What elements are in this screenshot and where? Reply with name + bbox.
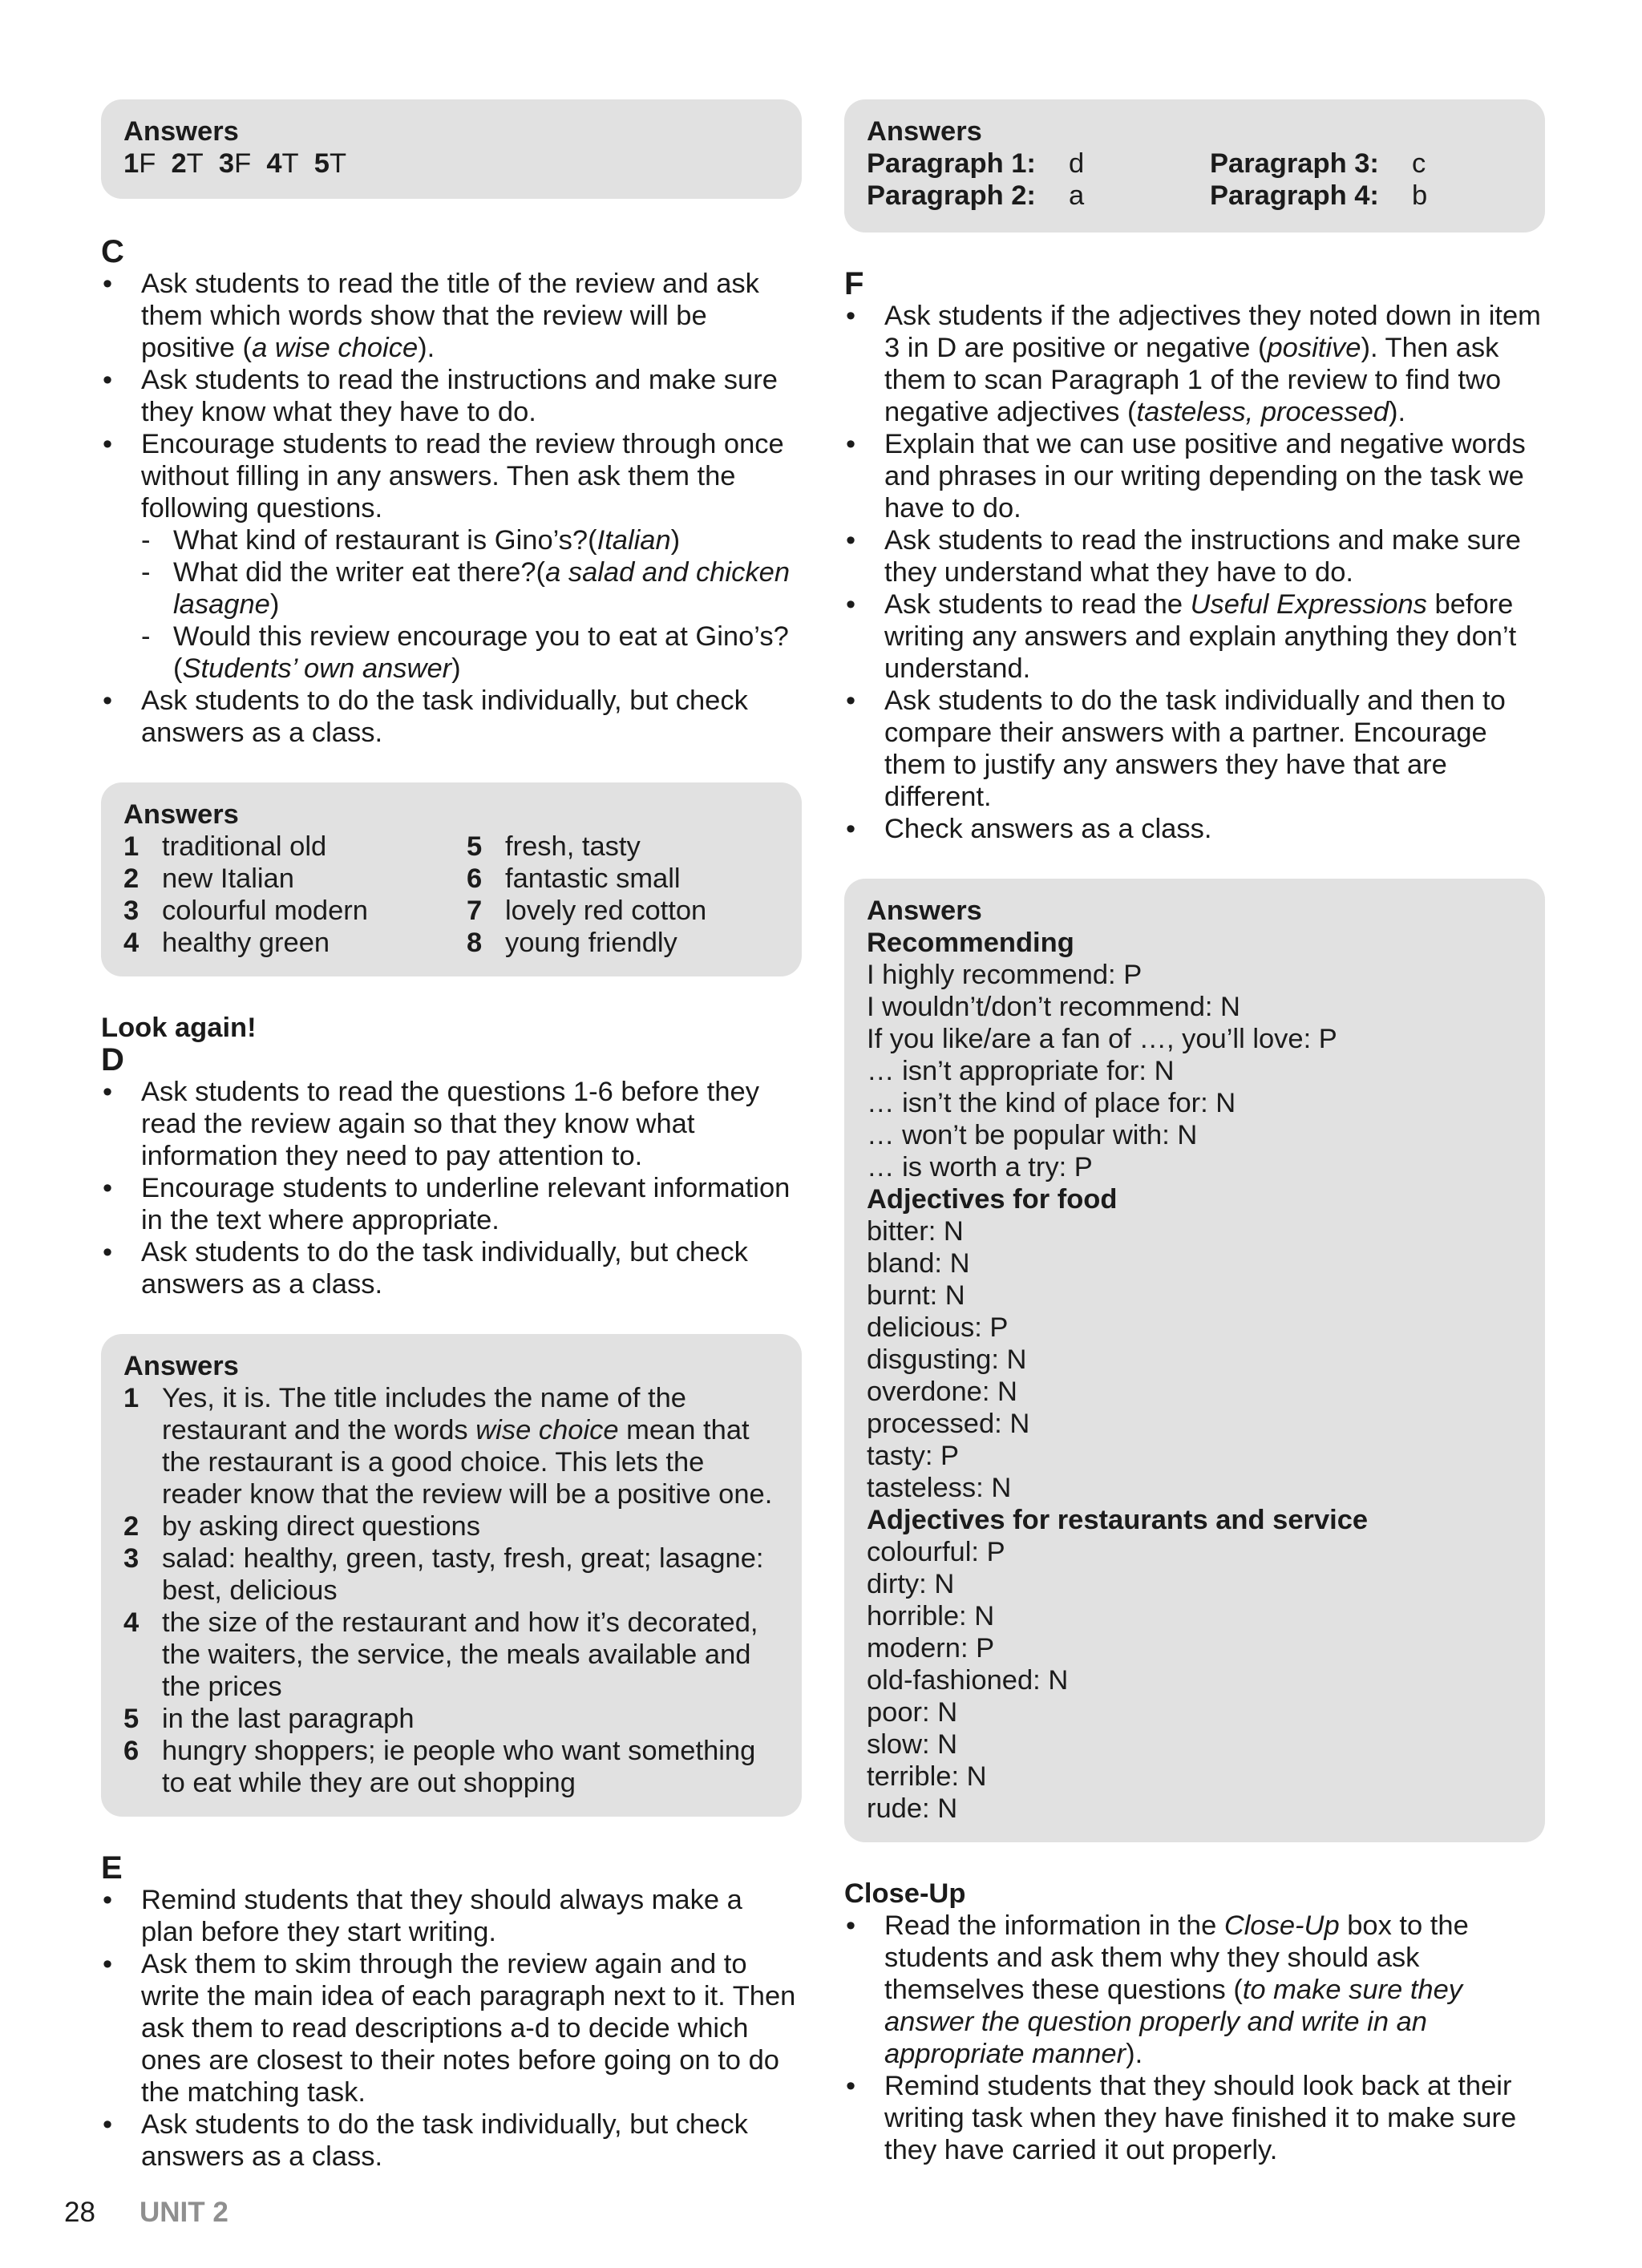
expression-item: old-fashioned: N [867, 1665, 1069, 1696]
text: Read the information in the [884, 1910, 1224, 1941]
answer-number: 6 [123, 1736, 140, 1766]
restaurant-adjectives-list [867, 1536, 1523, 1825]
italic-text: a salad and chicken lasagne [173, 557, 791, 620]
answers-row [123, 831, 779, 863]
answer-text: by asking direct questions [162, 1511, 480, 1542]
answers-box-e [844, 99, 1545, 232]
paragraph-answer: b [1412, 180, 1428, 211]
answer-pair [1210, 148, 1553, 180]
paragraph-label: Paragraph 2: [867, 180, 1036, 211]
paragraph-answer: c [1412, 148, 1426, 179]
italic-text: Useful Expressions [1190, 589, 1427, 620]
dash-item: - What did the writer eat there?(a salad and chicken lasagne) [141, 557, 791, 620]
bullet-list [101, 1076, 802, 1300]
italic-text: a wise choice [252, 333, 419, 363]
answers-row [123, 863, 779, 895]
bullet-item [844, 300, 1545, 428]
dash-list [101, 524, 802, 685]
recommending-list [867, 959, 1523, 1183]
text: Ask students if the adjectives they noted down in item 3 in D are positive or negative ( [884, 301, 1541, 363]
expression-item: modern: P [867, 1633, 995, 1664]
text: ). [418, 333, 435, 363]
bullet-list [101, 268, 802, 749]
text: ). [1126, 2039, 1143, 2069]
paragraph-label: Paragraph 1: [867, 148, 1036, 179]
expression-item: I highly recommend: P [867, 960, 1143, 990]
bullet-item: • Remind students that they should look back at their writing task when they have finished it to make sure they have carried it out properly. [844, 2070, 1545, 2166]
section-letter: E [101, 1850, 123, 1886]
expression-item: horrible: N [867, 1601, 995, 1631]
bullet-item: • Ask students to read the instructions and make sure they understand what they have to do. [844, 524, 1545, 588]
bullet-item: • Check answers as a class. [844, 813, 1545, 845]
answer-pair [867, 180, 1210, 212]
section-letter: F [844, 266, 864, 301]
text: ). [1389, 397, 1406, 427]
answers-box-f [844, 879, 1545, 1842]
answer-number: 1 [123, 831, 140, 862]
answer-number: 1 [123, 1383, 140, 1413]
answer-value: T [281, 148, 299, 179]
answer-pair [867, 148, 1210, 180]
answer-item [123, 1607, 779, 1703]
italic-text: positive [1267, 333, 1361, 363]
answer-item [123, 1542, 779, 1607]
answer-text: in the last paragraph [162, 1704, 415, 1734]
answers-row [123, 927, 779, 959]
text: ) [451, 653, 461, 684]
italic-text: to make sure they answer the question properly and write in an appropriate manner [884, 1975, 1463, 2069]
expression-item: tasty: P [867, 1441, 960, 1471]
paragraph-answer: d [1069, 148, 1085, 179]
answer-number: 4 [123, 1607, 140, 1638]
answer-text: hungry shoppers; ie people who want something to eat while they are out shopping [162, 1736, 756, 1798]
paragraph-answer: a [1069, 180, 1085, 211]
expression-item: … isn’t the kind of place for: N [867, 1088, 1236, 1118]
food-adjectives-list [867, 1215, 1523, 1504]
answer-text: healthy green [162, 928, 330, 958]
expression-item: dirty: N [867, 1569, 955, 1599]
answer-text: the size of the restaurant and how it’s decorated, the waiters, the service, the meals available and the prices [162, 1607, 758, 1702]
text: Would this review encourage you to eat at Gino’s? ( [173, 621, 789, 684]
answer-text: new Italian [162, 863, 294, 894]
answer-number: 8 [467, 928, 483, 958]
answer-item [123, 831, 467, 863]
answer-item [123, 863, 467, 895]
italic-text: wise choice [475, 1415, 619, 1445]
answer-number: 2 [171, 148, 187, 179]
answer-text: salad: healthy, green, tasty, fresh, great; lasagne: best, delicious [162, 1543, 764, 1606]
answers-row [867, 148, 1523, 180]
food-adjectives-heading: Adjectives for food [867, 1184, 1118, 1215]
answer-number: 1 [123, 148, 140, 179]
italic-text: Close-Up [1223, 1910, 1340, 1941]
italic-text: tasteless, processed [1136, 397, 1389, 427]
expression-item: rude: N [867, 1793, 958, 1824]
expression-item: colourful: P [867, 1537, 1005, 1567]
section-letter: C [101, 234, 124, 269]
bullet-item: • Ask students to do the task individually, but check answers as a class. [101, 685, 802, 749]
answer-text [162, 1382, 779, 1510]
answer-number: 7 [467, 895, 483, 926]
bullet-item [101, 428, 802, 685]
expression-item: overdone: N [867, 1377, 1017, 1407]
text: Ask students to read the [884, 589, 1191, 620]
answer-text: fantastic small [505, 863, 681, 894]
restaurant-adjectives-heading: Adjectives for restaurants and service [867, 1505, 1369, 1535]
italic-text: Italian [597, 525, 671, 556]
dash-item: - What kind of restaurant is Gino’s?(Italian) [141, 525, 681, 556]
answer-number: 4 [123, 928, 140, 958]
text: Yes, it is. The title includes the name of the restaurant and the words [162, 1383, 686, 1445]
answers-title: Answers [867, 116, 982, 147]
unit-label: UNIT 2 [140, 2197, 229, 2228]
expression-item: bland: N [867, 1248, 970, 1279]
answers-box-d [101, 1334, 802, 1817]
text: What did the writer eat there?( [173, 557, 546, 588]
expression-item: If you like/are a fan of …, you’ll love: P [867, 1024, 1337, 1054]
bullet-item: • Ask them to skim through the review again and to write the main idea of each paragraph next to it. Then ask them to read descriptions a-d to decide which ones are closest to their notes before going on to do the matching task. [101, 1948, 802, 2108]
expression-item: … isn’t appropriate for: N [867, 1056, 1175, 1086]
answer-item [467, 927, 677, 959]
section-letter: D [101, 1042, 124, 1077]
answer-item [123, 927, 467, 959]
answer-number: 2 [123, 863, 140, 894]
bullet-item: • Ask students to read the instructions and make sure they know what they have to do. [101, 364, 802, 428]
expression-item: disgusting: N [867, 1344, 1027, 1375]
section-close-up [844, 1878, 1545, 2166]
answer-number: 3 [218, 148, 235, 179]
text: ). Then ask them to scan Paragraph 1 of the review to find two negative adjectives ( [884, 333, 1502, 427]
recommending-heading: Recommending [867, 928, 1074, 958]
section-c [101, 236, 802, 749]
right-column [844, 99, 1545, 2166]
answers-line [123, 148, 779, 180]
bullet-item [101, 268, 802, 364]
answer-text: lovely red cotton [505, 895, 707, 926]
answer-number: 5 [313, 148, 330, 179]
answers-title: Answers [123, 116, 239, 147]
bullet-item: • Ask students to do the task individually, but check answers as a class. [101, 2108, 802, 2173]
answers-row [867, 180, 1523, 212]
look-again-heading: Look again! [101, 1013, 257, 1043]
expression-item: processed: N [867, 1409, 1030, 1439]
answers-title: Answers [867, 895, 982, 926]
paragraph-label: Paragraph 3: [1210, 148, 1379, 179]
text: mean that the restaurant is a good choice. This lets the reader know that the review will be a positive one. [162, 1415, 773, 1510]
answer-item [123, 1735, 779, 1799]
bullet-item [844, 588, 1545, 685]
expression-item: bitter: N [867, 1216, 964, 1247]
answer-number: 2 [123, 1511, 140, 1542]
expression-item: poor: N [867, 1697, 958, 1728]
answer-item [467, 895, 706, 927]
answer-pair [1210, 180, 1553, 212]
answer-item [467, 831, 641, 863]
text: before writing any answers and explain anything they don’t understand. [884, 589, 1517, 684]
text: ) [670, 525, 681, 556]
answer-value: F [234, 148, 252, 179]
expression-item: terrible: N [867, 1761, 987, 1792]
bullet-item [844, 1910, 1545, 2070]
answer-number: 4 [266, 148, 282, 179]
answer-item [123, 1382, 779, 1510]
answer-number: 6 [467, 863, 483, 894]
bullet-item: • Ask students to read the questions 1-6 before they read the review again so that they know what information they need to pay attention to. [101, 1076, 802, 1172]
answer-value: F [139, 148, 156, 179]
close-up-heading: Close-Up [844, 1878, 966, 1909]
expression-item: delicious: P [867, 1312, 1009, 1343]
expression-item: I wouldn’t/don’t recommend: N [867, 992, 1240, 1022]
answer-text: colourful modern [162, 895, 368, 926]
answers-box-c [101, 782, 802, 976]
answer-text: fresh, tasty [505, 831, 641, 862]
bullet-item: • Explain that we can use positive and negative words and phrases in our writing depending on the task we have to do. [844, 428, 1545, 524]
bullet-list [844, 1910, 1545, 2166]
answer-item [123, 895, 467, 927]
section-f [844, 268, 1545, 845]
bullet-item: • Encourage students to underline relevant information in the text where appropriate. [101, 1172, 802, 1236]
expression-item: slow: N [867, 1729, 958, 1760]
page-number: 28 [64, 2197, 95, 2228]
answer-value: T [329, 148, 347, 179]
answer-number: 3 [123, 1543, 140, 1574]
text: What kind of restaurant is Gino’s?( [173, 525, 597, 556]
answer-text: traditional old [162, 831, 327, 862]
text: Encourage students to read the review through once without filling in any answers. Then ask them the following questions. [141, 429, 784, 524]
expression-item: … is worth a try: P [867, 1152, 1093, 1183]
answer-item [123, 1703, 779, 1735]
answer-number: 5 [123, 1704, 140, 1734]
left-column [101, 99, 802, 2173]
expression-item: burnt: N [867, 1280, 965, 1311]
answers-box-b [101, 99, 802, 199]
text: box to the students and ask them why they should ask themselves these questions ( [884, 1910, 1469, 2005]
answers-title: Answers [123, 1351, 239, 1381]
dash-item: - Would this review encourage you to eat at Gino’s? (Students’ own answer) [141, 621, 789, 684]
section-d [101, 1012, 802, 1300]
paragraph-label: Paragraph 4: [1210, 180, 1379, 211]
answer-item [123, 1510, 779, 1542]
answer-number: 5 [467, 831, 483, 862]
section-e [101, 1852, 802, 2173]
bullet-item: • Ask students to do the task individually and then to compare their answers with a partner. Encourage them to justify any answers they have that are different. [844, 685, 1545, 813]
answer-number: 3 [123, 895, 140, 926]
text: ) [269, 589, 280, 620]
bullet-item: • Ask students to do the task individually, but check answers as a class. [101, 1236, 802, 1300]
bullet-item: • Remind students that they should always make a plan before they start writing. [101, 1884, 802, 1948]
answer-value: T [186, 148, 204, 179]
expression-item: … won’t be popular with: N [867, 1120, 1198, 1150]
answer-item [467, 863, 681, 895]
expression-item: tasteless: N [867, 1473, 1012, 1503]
text: Ask students to read the title of the review and ask them which words show that the review will be positive ( [141, 269, 759, 363]
bullet-list [101, 1884, 802, 2173]
italic-text: Students’ own answer [182, 653, 452, 684]
answers-row [123, 895, 779, 927]
bullet-list [844, 300, 1545, 845]
answers-title: Answers [123, 799, 239, 830]
answer-text: young friendly [505, 928, 677, 958]
